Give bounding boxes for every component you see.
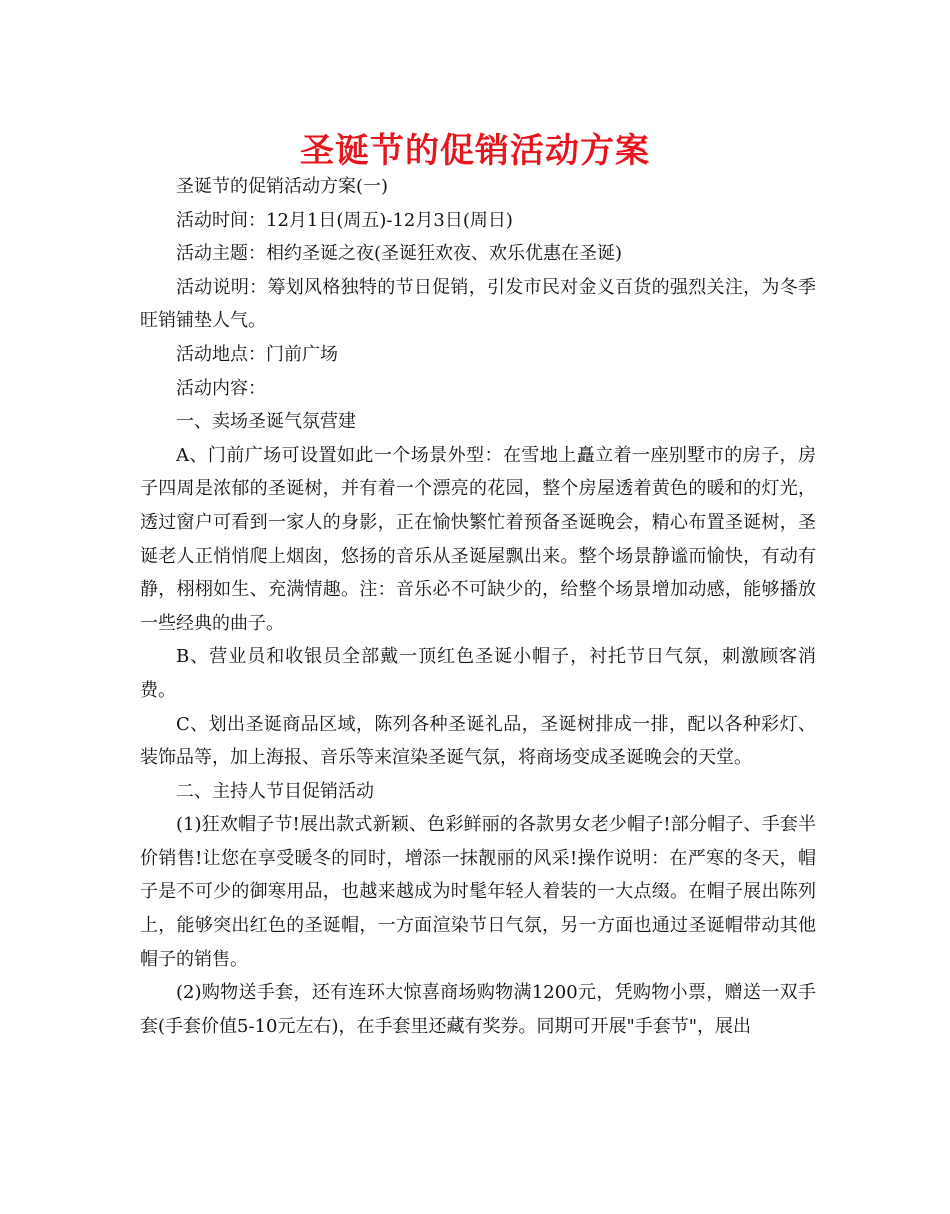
paragraph: 活动地点：门前广场 — [176, 343, 338, 365]
paragraph: 一、卖场圣诞气氛营建 — [176, 411, 356, 433]
paragraph: 活动说明：筹划风格独特的节日促销，引发市民对金义百货的强烈关注，为冬季旺销铺垫人气。 — [140, 276, 816, 332]
paragraph: C、划出圣诞商品区域，陈列各种圣诞礼品，圣诞树排成一排，配以各种彩灯、装饰品等，加上海报、音乐等来渲染圣诞气氛，将商场变成圣诞晚会的天堂。 — [140, 713, 816, 769]
paragraph: (2)购物送手套，还有连环大惊喜商场购物满1200元，凭购物小票，赠送一双手套(手套价值5-10元左右)，在手套里还藏有奖券。同期可开展"手套节"，展出 — [140, 982, 816, 1037]
paragraph: 活动内容： — [176, 377, 266, 399]
paragraph: 二、主持人节目促销活动 — [176, 780, 374, 802]
document-title: 圣诞节的促销活动方案 — [300, 131, 650, 171]
document-body — [140, 170, 816, 1043]
paragraph: A、门前广场可设置如此一个场景外型：在雪地上矗立着一座别墅市的房子，房子四周是浓郁的圣诞树，并有着一个漂亮的花园，整个房屋透着黄色的暖和的灯光，透过窗户可看到一家人的身影，正在愉快繁忙着预备圣诞晚会，精心布置圣诞树，圣诞老人正悄悄爬上烟囱，悠扬的音乐从圣诞屋飘出来。整个场景静谧而愉快，有动有静，栩栩如生、充满情趣。注：音乐必不可缺少的，给整个场景增加动感，能够播放一些经典的曲子。 — [140, 444, 816, 634]
paragraph: 活动时间：12月1日(周五)-12月3日(周日) — [176, 209, 513, 231]
paragraph: 活动主题：相约圣诞之夜(圣诞狂欢夜、欢乐优惠在圣诞) — [176, 243, 623, 265]
paragraph: (1)狂欢帽子节!展出款式新颖、色彩鲜丽的各款男女老少帽子!部分帽子、手套半价销售!让您在享受暖冬的同时，增添一抹靓丽的风采!操作说明：在严寒的冬天，帽子是不可少的御寒用品，也越来越成为时髦年轻人着装的一大点缀。在帽子展出陈列上，能够突出红色的圣诞帽，一方面渲染节日气氛，另一方面也通过圣诞帽带动其他帽子的销售。 — [140, 814, 816, 970]
paragraph: B、营业员和收银员全部戴一顶红色圣诞小帽子，衬托节日气氛，刺激顾客消费。 — [140, 646, 816, 701]
paragraph: 圣诞节的促销活动方案(一) — [176, 176, 389, 197]
